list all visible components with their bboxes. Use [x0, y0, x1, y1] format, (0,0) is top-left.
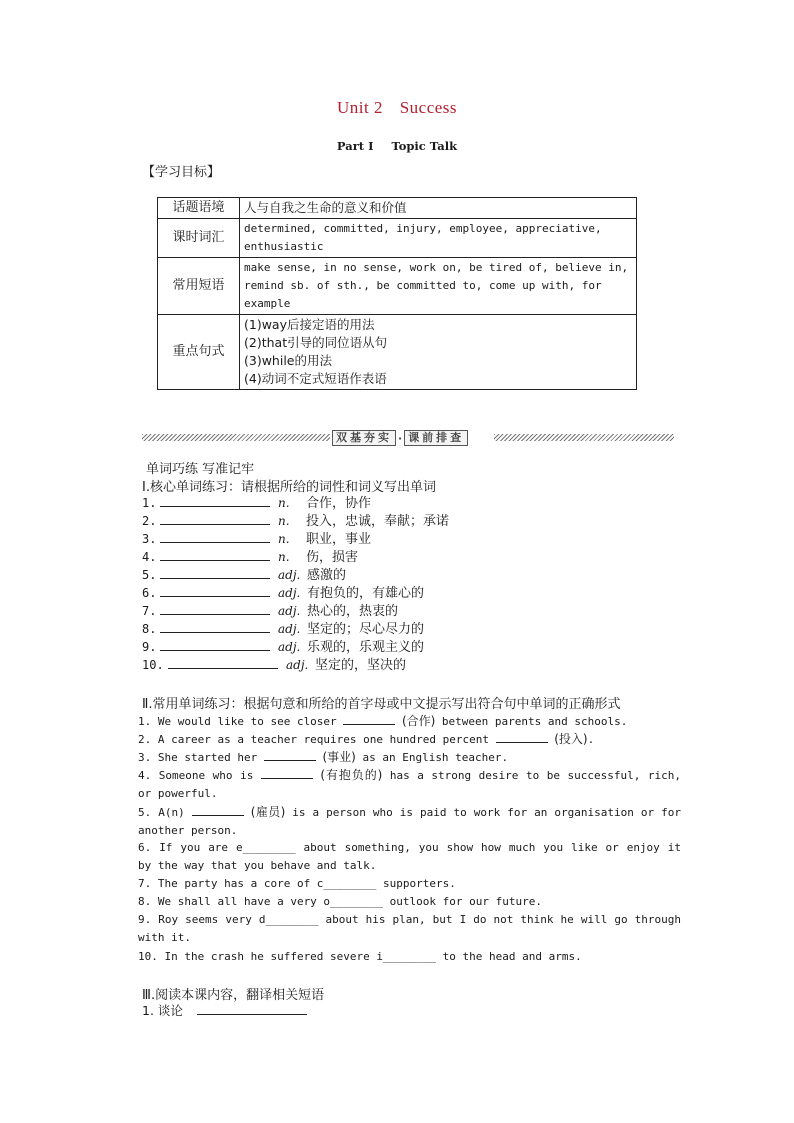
item-number: 2.	[142, 514, 157, 528]
answer-blank[interactable]	[261, 767, 313, 779]
part-of-speech: n.	[278, 496, 290, 510]
table-row	[158, 315, 637, 390]
chinese-hint: (事业)	[322, 750, 356, 764]
unit-title	[0, 98, 794, 118]
answer-blank[interactable]	[160, 638, 270, 651]
answer-blank[interactable]	[160, 566, 270, 579]
item-number: 1.	[142, 496, 157, 510]
part-of-speech: adj.	[278, 586, 301, 600]
word-meaning: 感激的	[307, 568, 347, 583]
unit-number: Unit 2	[336, 98, 383, 117]
row-key: 话题语境	[158, 198, 240, 219]
exercise-sentence	[113, 712, 681, 731]
item-number: 5.	[142, 568, 157, 582]
core-words-title: Ⅰ.核心单词练习：请根据所给的词性和词义写出单词	[142, 480, 436, 495]
list-item	[142, 566, 346, 585]
answer-blank[interactable]	[496, 731, 548, 743]
part-of-speech: adj.	[278, 604, 301, 618]
learning-goals-heading: 【学习目标】	[142, 165, 221, 180]
answer-blank[interactable]	[192, 804, 244, 816]
word-meaning: 合作，协作	[306, 496, 372, 511]
answer-blank[interactable]	[160, 512, 270, 525]
exercise-sentence	[113, 839, 681, 875]
key-sentence: (2)that引导的同位语从句	[244, 335, 388, 350]
part-of-speech: n.	[278, 550, 290, 564]
part-of-speech: adj.	[278, 640, 301, 654]
sentence-text: 1. We would like to see closer	[138, 715, 344, 728]
sentence-text: 10. In the crash he suffered severe i________ to the head and arms.	[138, 950, 582, 963]
item-number: 9.	[142, 640, 157, 654]
list-item	[142, 494, 371, 513]
part-label: Part Ⅰ	[336, 139, 374, 153]
sentence-text: 7. The party has a core of c________ supporters.	[138, 877, 456, 890]
list-item	[142, 656, 406, 675]
part-topic: Topic Talk	[391, 139, 458, 153]
unit-name: Success	[399, 98, 458, 117]
list-item	[142, 548, 358, 567]
row-key: 常用短语	[158, 258, 240, 315]
answer-blank[interactable]	[160, 584, 270, 597]
word-meaning: 坚定的，坚决的	[315, 658, 407, 673]
part-title	[0, 139, 794, 153]
sentence-text: 4. Someone who is	[138, 769, 261, 782]
section-banner	[142, 430, 674, 446]
sentence-text: is a person who is paid to work for an organisation or for another person.	[138, 806, 681, 837]
phrases-section-title: Ⅲ.阅读本课内容，翻译相关短语	[142, 988, 325, 1003]
part-of-speech: n.	[278, 532, 290, 546]
part-of-speech: adj.	[278, 568, 301, 582]
item-number: 8.	[142, 622, 157, 636]
banner-left-text: 双基夯实	[332, 430, 396, 446]
sentence-text: 3. She started her	[138, 751, 264, 764]
item-number: 3.	[142, 532, 157, 546]
list-item	[142, 638, 424, 657]
sentence-text: 5. A(n)	[138, 806, 192, 819]
word-meaning: 投入，忠诚，奉献；承诺	[306, 514, 450, 529]
item-number: 10.	[142, 658, 164, 672]
row-value: 人与自我之生命的意义和价值	[240, 198, 637, 219]
sentence-text: between parents and schools.	[435, 715, 628, 728]
banner-stripe-left	[142, 434, 330, 441]
exercise-sentence	[113, 893, 681, 911]
chinese-hint: (有抱负的)	[320, 768, 383, 782]
row-value	[240, 315, 637, 390]
table-row	[158, 198, 637, 219]
word-meaning: 有抱负的，有雄心的	[307, 586, 425, 601]
row-key: 重点句式	[158, 315, 240, 390]
exercise-sentence	[113, 748, 681, 767]
item-number: 6.	[142, 586, 157, 600]
part-of-speech: adj.	[286, 658, 309, 672]
key-sentence: (4)动词不定式短语作表语	[244, 371, 387, 386]
banner-label	[332, 430, 468, 446]
exercise-sentence	[113, 911, 681, 947]
word-meaning: 乐观的，乐观主义的	[307, 640, 425, 655]
sentence-text: as an English teacher.	[355, 751, 509, 764]
row-value: make sense, in no sense, work on, be tired of, believe in, remind sb. of sth., be committed to, come up with, for example	[240, 258, 637, 315]
row-value: determined, committed, injury, employee, appreciative, enthusiastic	[240, 219, 637, 258]
part-of-speech: n.	[278, 514, 290, 528]
sentence-text: .	[587, 733, 595, 746]
phrase-prompt: 1. 谈论	[142, 1003, 183, 1018]
chinese-hint: (合作)	[401, 714, 436, 728]
exercise-sentence	[113, 875, 681, 893]
table-row	[158, 258, 637, 315]
word-meaning: 伤，损害	[306, 550, 359, 565]
answer-blank[interactable]	[160, 548, 270, 561]
exercise-sentence	[113, 730, 681, 749]
sentence-text: 2. A career as a teacher requires one hundred percent	[138, 733, 496, 746]
banner-stripe-right	[494, 434, 674, 441]
list-item	[142, 620, 424, 639]
answer-blank[interactable]	[160, 494, 270, 507]
list-item	[142, 512, 449, 531]
sentence-text: has a strong desire to be successful, rich, or powerful.	[138, 769, 681, 800]
answer-blank[interactable]	[160, 602, 270, 615]
banner-separator: ·	[398, 431, 403, 445]
item-number: 7.	[142, 604, 157, 618]
answer-blank[interactable]	[264, 749, 316, 761]
list-item	[142, 530, 371, 549]
vocab-heading: 单词巧练 写准记牢	[146, 462, 255, 477]
word-meaning: 热心的，热衷的	[307, 604, 399, 619]
answer-blank[interactable]	[343, 713, 395, 725]
exercise-sentence	[113, 803, 681, 840]
answer-blank[interactable]	[168, 656, 278, 669]
chinese-hint: (雇员)	[250, 805, 286, 819]
exercise-sentence	[113, 766, 681, 803]
row-key: 课时词汇	[158, 219, 240, 258]
item-number: 4.	[142, 550, 157, 564]
exercise-sentence	[113, 948, 681, 966]
chinese-hint: (投入)	[554, 732, 588, 746]
banner-right-text: 课前排查	[404, 430, 468, 446]
list-item	[142, 602, 398, 621]
sentence-text: 8. We shall all have a very o________ outlook for our future.	[138, 895, 542, 908]
sentence-text: 6. If you are e________ about something, you show how much you like or enjoy it by the way that you behave and talk.	[138, 841, 681, 872]
key-sentence: (1)way后接定语的用法	[244, 317, 375, 332]
answer-blank[interactable]	[197, 1002, 307, 1015]
list-item	[142, 584, 424, 603]
word-meaning: 坚定的；尽心尽力的	[307, 622, 425, 637]
sentence-text: 9. Roy seems very d________ about his plan, but I do not think he will go through with it.	[138, 913, 681, 944]
usage-section-title: Ⅱ.常用单词练习：根据句意和所给的首字母或中文提示写出符合句中单词的正确形式	[142, 697, 621, 712]
list-item	[142, 1002, 315, 1020]
answer-blank[interactable]	[160, 530, 270, 543]
answer-blank[interactable]	[160, 620, 270, 633]
key-sentence: (3)while的用法	[244, 353, 332, 368]
learning-goals-table	[157, 197, 637, 390]
table-row	[158, 219, 637, 258]
part-of-speech: adj.	[278, 622, 301, 636]
word-meaning: 职业，事业	[306, 532, 372, 547]
